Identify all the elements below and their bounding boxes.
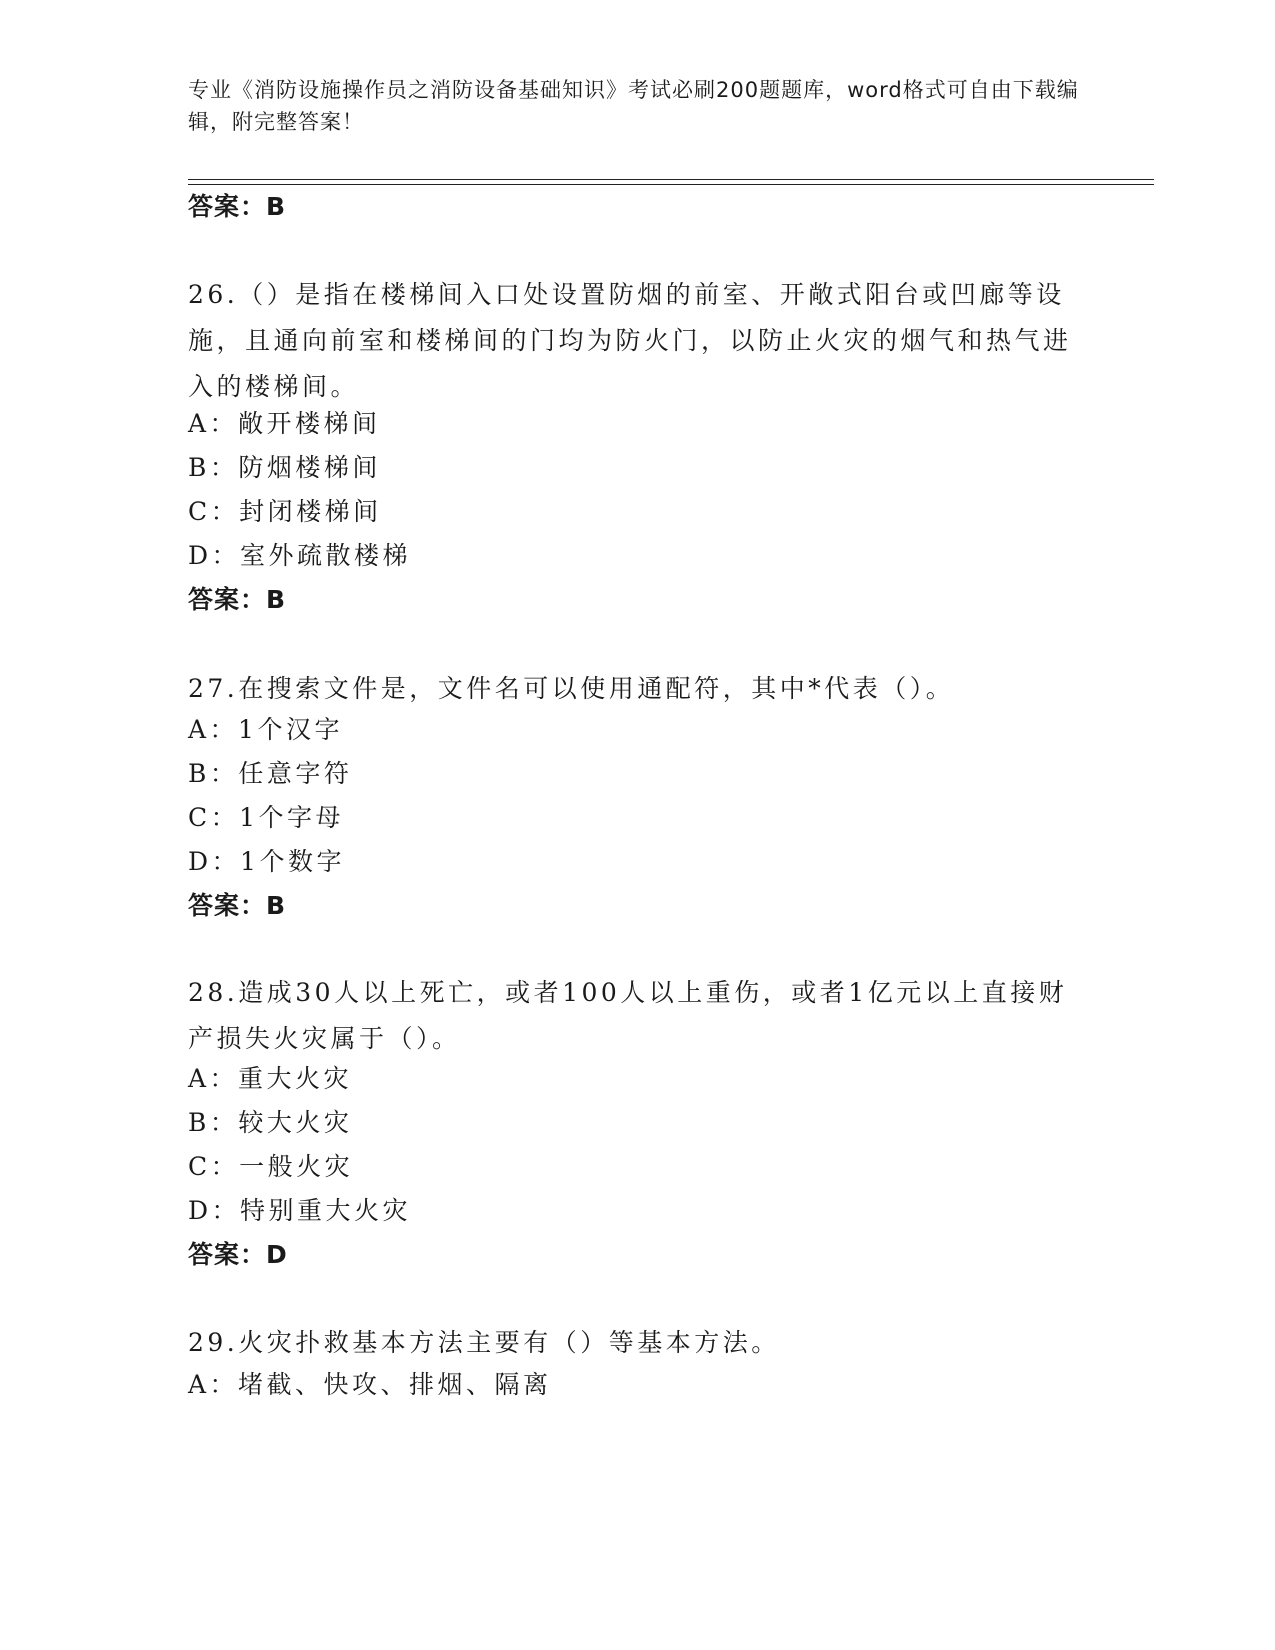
question-text: 26.（）是指在楼梯间入口处设置防烟的前室、开敞式阳台或凹廊等设施，且通向前室和楼梯间的门均为防火门，以防止火灾的烟气和热气进入的楼梯间。: [188, 280, 1072, 401]
option-d: D：1个数字: [188, 847, 345, 876]
option-b: B：任意字符: [188, 759, 353, 788]
option-d: D：特别重大火灾: [188, 1196, 412, 1225]
option-d: D：室外疏散楼梯: [188, 541, 412, 570]
option-b: B：较大火灾: [188, 1108, 353, 1137]
answer: 答案：D: [188, 1240, 288, 1269]
header-divider: [188, 179, 1154, 180]
option-c: C：封闭楼梯间: [188, 497, 382, 526]
option-b: B：防烟楼梯间: [188, 453, 381, 482]
option-a: A：堵截、快攻、排烟、隔离: [188, 1370, 552, 1399]
question-text: 28.造成30人以上死亡，或者100人以上重伤，或者1亿元以上直接财产损失火灾属于（）。: [188, 978, 1068, 1053]
question-text: 27.在搜索文件是，文件名可以使用通配符，其中*代表（）。: [188, 674, 955, 703]
option-a: A：敞开楼梯间: [188, 409, 381, 438]
header-divider-secondary: [188, 184, 1154, 185]
page-header-text: 专业《消防设施操作员之消防设备基础知识》考试必刷200题题库，word格式可自由下载编辑，附完整答案！: [188, 78, 1079, 134]
option-a: A：重大火灾: [188, 1064, 353, 1093]
answer: 答案：B: [188, 891, 287, 920]
previous-answer: 答案：B: [188, 192, 287, 221]
option-c: C：一般火灾: [188, 1152, 354, 1181]
option-c: C：1个字母: [188, 803, 345, 832]
answer: 答案：B: [188, 585, 287, 614]
option-a: A：1个汉字: [188, 715, 343, 744]
question-text: 29.火灾扑救基本方法主要有（）等基本方法。: [188, 1328, 780, 1357]
